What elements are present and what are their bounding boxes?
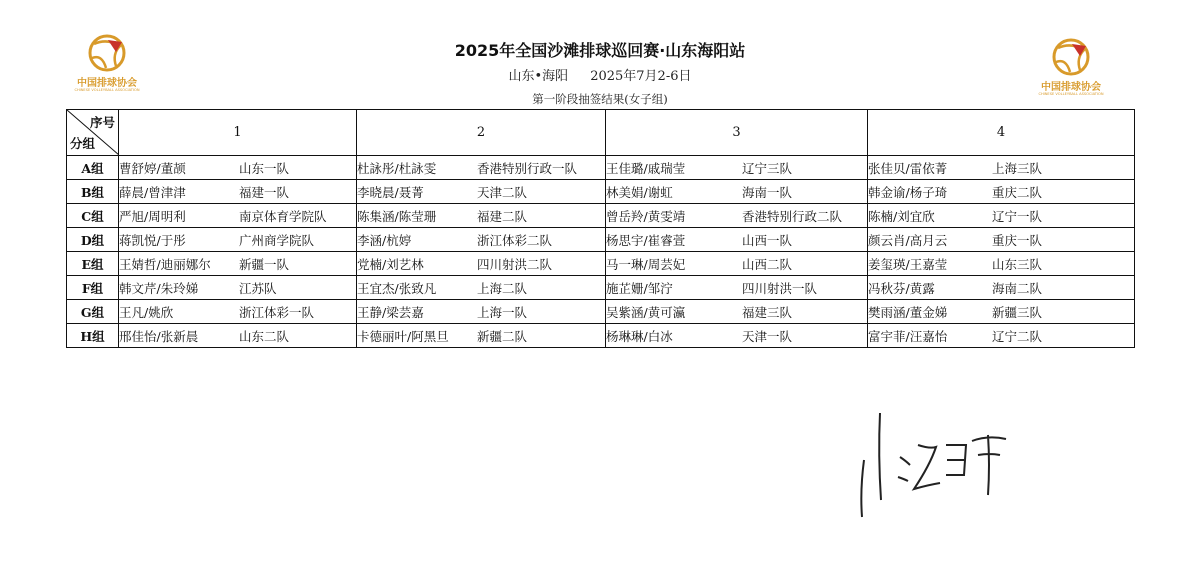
table-row [67, 228, 1135, 252]
group-label: B组 [67, 180, 119, 204]
player-pair: 姜玺瑛/王嘉莹 [868, 256, 948, 272]
team-name: 重庆一队 [992, 232, 1043, 248]
team-name: 山东一队 [239, 160, 290, 176]
player-pair: 王静/梁芸嘉 [357, 304, 424, 320]
team-name: 辽宁一队 [992, 208, 1043, 224]
player-pair: 杨思宇/崔睿萱 [606, 232, 686, 248]
draw-cell [119, 180, 357, 204]
player-pair: 卡德丽叶/阿黑旦 [357, 328, 449, 344]
player-pair: 杨琳琳/白冰 [606, 328, 673, 344]
player-pair: 蒋凯悦/于彤 [119, 232, 186, 248]
team-name: 辽宁二队 [992, 328, 1043, 344]
column-header: 2 [357, 110, 606, 156]
table-header-row [67, 110, 1135, 156]
draw-cell [868, 204, 1135, 228]
page-title: 2025年全国沙滩排球巡回赛·山东海阳站 [454, 41, 746, 60]
team-name: 海南二队 [992, 280, 1043, 296]
page-subtitle [0, 65, 1200, 84]
team-name: 上海一队 [477, 304, 528, 320]
draw-cell [868, 156, 1135, 180]
player-pair: 曹舒婷/董颉 [119, 160, 186, 176]
table-row [67, 204, 1135, 228]
draw-cell [119, 204, 357, 228]
team-name: 福建一队 [239, 184, 290, 200]
team-name: 上海三队 [992, 160, 1043, 176]
draw-cell [868, 228, 1135, 252]
team-name: 重庆二队 [992, 184, 1043, 200]
team-name: 江苏队 [239, 280, 277, 296]
draw-cell [357, 276, 606, 300]
player-pair: 王宜杰/张致凡 [357, 280, 437, 296]
column-header: 3 [606, 110, 868, 156]
corner-label-group: 分组 [70, 136, 96, 151]
player-pair: 张佳贝/雷依菁 [868, 160, 948, 176]
table-row [67, 300, 1135, 324]
draw-cell [357, 228, 606, 252]
draw-cell [606, 156, 868, 180]
draw-cell [606, 276, 868, 300]
corner-label-seq: 序号 [89, 115, 115, 130]
logo-text: 中国排球协会 [77, 78, 137, 89]
team-name: 天津一队 [742, 328, 793, 344]
draw-cell [357, 324, 606, 348]
player-pair: 薛晨/曾津津 [119, 184, 186, 200]
player-pair: 李晓晨/聂菁 [357, 184, 424, 200]
team-name: 天津二队 [477, 184, 528, 200]
group-label: C组 [67, 204, 119, 228]
team-name: 上海二队 [477, 280, 528, 296]
draw-cell [868, 324, 1135, 348]
group-label: G组 [67, 300, 119, 324]
column-header: 4 [868, 110, 1135, 156]
draw-cell [868, 276, 1135, 300]
player-pair: 韩文芹/朱玲娣 [119, 280, 199, 296]
team-name: 广州商学院队 [239, 232, 315, 248]
team-name: 四川射洪一队 [742, 280, 818, 296]
draw-cell [606, 228, 868, 252]
team-name: 山西二队 [742, 256, 793, 272]
draw-cell [868, 252, 1135, 276]
player-pair: 富宇菲/汪嘉怡 [868, 328, 948, 344]
draw-cell [868, 180, 1135, 204]
logo-text: 中国排球协会 [1041, 82, 1101, 93]
player-pair: 冯秋芬/黄露 [868, 280, 935, 296]
player-pair: 韩金谕/杨子琦 [868, 184, 948, 200]
team-name: 新疆三队 [992, 304, 1043, 320]
corner-header [67, 110, 119, 156]
draw-cell [119, 300, 357, 324]
team-name: 山西一队 [742, 232, 793, 248]
draw-cell [119, 276, 357, 300]
group-label: D组 [67, 228, 119, 252]
team-name: 山东三队 [992, 256, 1043, 272]
player-pair: 王佳璐/戚瑞莹 [606, 160, 686, 176]
event-location: 山东•海阳 [508, 69, 569, 84]
draw-cell [119, 228, 357, 252]
draw-cell [357, 204, 606, 228]
group-label: H组 [67, 324, 119, 348]
player-pair: 王婧哲/迪丽娜尔 [119, 256, 211, 272]
draw-cell [606, 252, 868, 276]
team-name: 海南一队 [742, 184, 793, 200]
player-pair: 陈集涵/陈莹珊 [357, 208, 437, 224]
team-name: 新疆一队 [239, 256, 290, 272]
team-name: 山东二队 [239, 328, 290, 344]
team-name: 浙江体彩一队 [239, 304, 315, 320]
draw-cell [606, 300, 868, 324]
group-label: E组 [67, 252, 119, 276]
draw-cell [119, 252, 357, 276]
player-pair: 樊雨涵/董金娣 [868, 304, 948, 320]
team-name: 福建三队 [742, 304, 793, 320]
player-pair: 颜云肖/高月云 [868, 232, 948, 248]
table-row [67, 180, 1135, 204]
logo-subtext: CHINESE VOLLEYBALL ASSOCIATION [1038, 92, 1104, 96]
draw-cell [606, 180, 868, 204]
draw-cell [357, 180, 606, 204]
team-name: 新疆二队 [477, 328, 528, 344]
table-row [67, 156, 1135, 180]
draw-cell [357, 156, 606, 180]
event-date: 2025年7月2-6日 [590, 69, 692, 84]
team-name: 南京体育学院队 [239, 208, 327, 224]
player-pair: 施芷姗/邹泞 [606, 280, 673, 296]
player-pair: 李涵/杭婷 [357, 232, 412, 248]
draw-cell [606, 324, 868, 348]
logo-subtext: CHINESE VOLLEYBALL ASSOCIATION [74, 88, 140, 92]
player-pair: 曾岳羚/黄雯靖 [606, 208, 686, 224]
table-row [67, 324, 1135, 348]
draw-table [66, 109, 1135, 348]
table-row [67, 276, 1135, 300]
player-pair: 党楠/刘艺林 [357, 256, 424, 272]
team-name: 浙江体彩二队 [477, 232, 553, 248]
draw-cell [606, 204, 868, 228]
group-label: A组 [67, 156, 119, 180]
table-row [67, 252, 1135, 276]
player-pair: 严旭/周明利 [119, 208, 186, 224]
group-label: F组 [67, 276, 119, 300]
player-pair: 王凡/姚欣 [119, 304, 174, 320]
team-name: 四川射洪二队 [477, 256, 553, 272]
draw-cell [119, 324, 357, 348]
player-pair: 马一琳/周芸妃 [606, 256, 686, 272]
column-header: 1 [119, 110, 357, 156]
handwritten-signature-icon [848, 405, 1018, 525]
signature [848, 405, 1018, 529]
player-pair: 邢佳怡/张新晨 [119, 328, 199, 344]
draw-table-body [67, 156, 1135, 348]
table-caption: 第一阶段抽签结果(女子组) [532, 92, 668, 106]
draw-cell [119, 156, 357, 180]
team-name: 辽宁三队 [742, 160, 793, 176]
draw-cell [357, 300, 606, 324]
draw-cell [868, 300, 1135, 324]
player-pair: 杜詠彤/杜詠雯 [357, 160, 437, 176]
player-pair: 林美娟/谢虹 [606, 184, 673, 200]
player-pair: 陈楠/刘宜欣 [868, 208, 935, 224]
team-name: 香港特别行政二队 [742, 208, 843, 224]
team-name: 福建二队 [477, 208, 528, 224]
player-pair: 吴紫涵/黄可瀛 [606, 304, 686, 320]
team-name: 香港特别行政一队 [477, 160, 578, 176]
draw-cell [357, 252, 606, 276]
